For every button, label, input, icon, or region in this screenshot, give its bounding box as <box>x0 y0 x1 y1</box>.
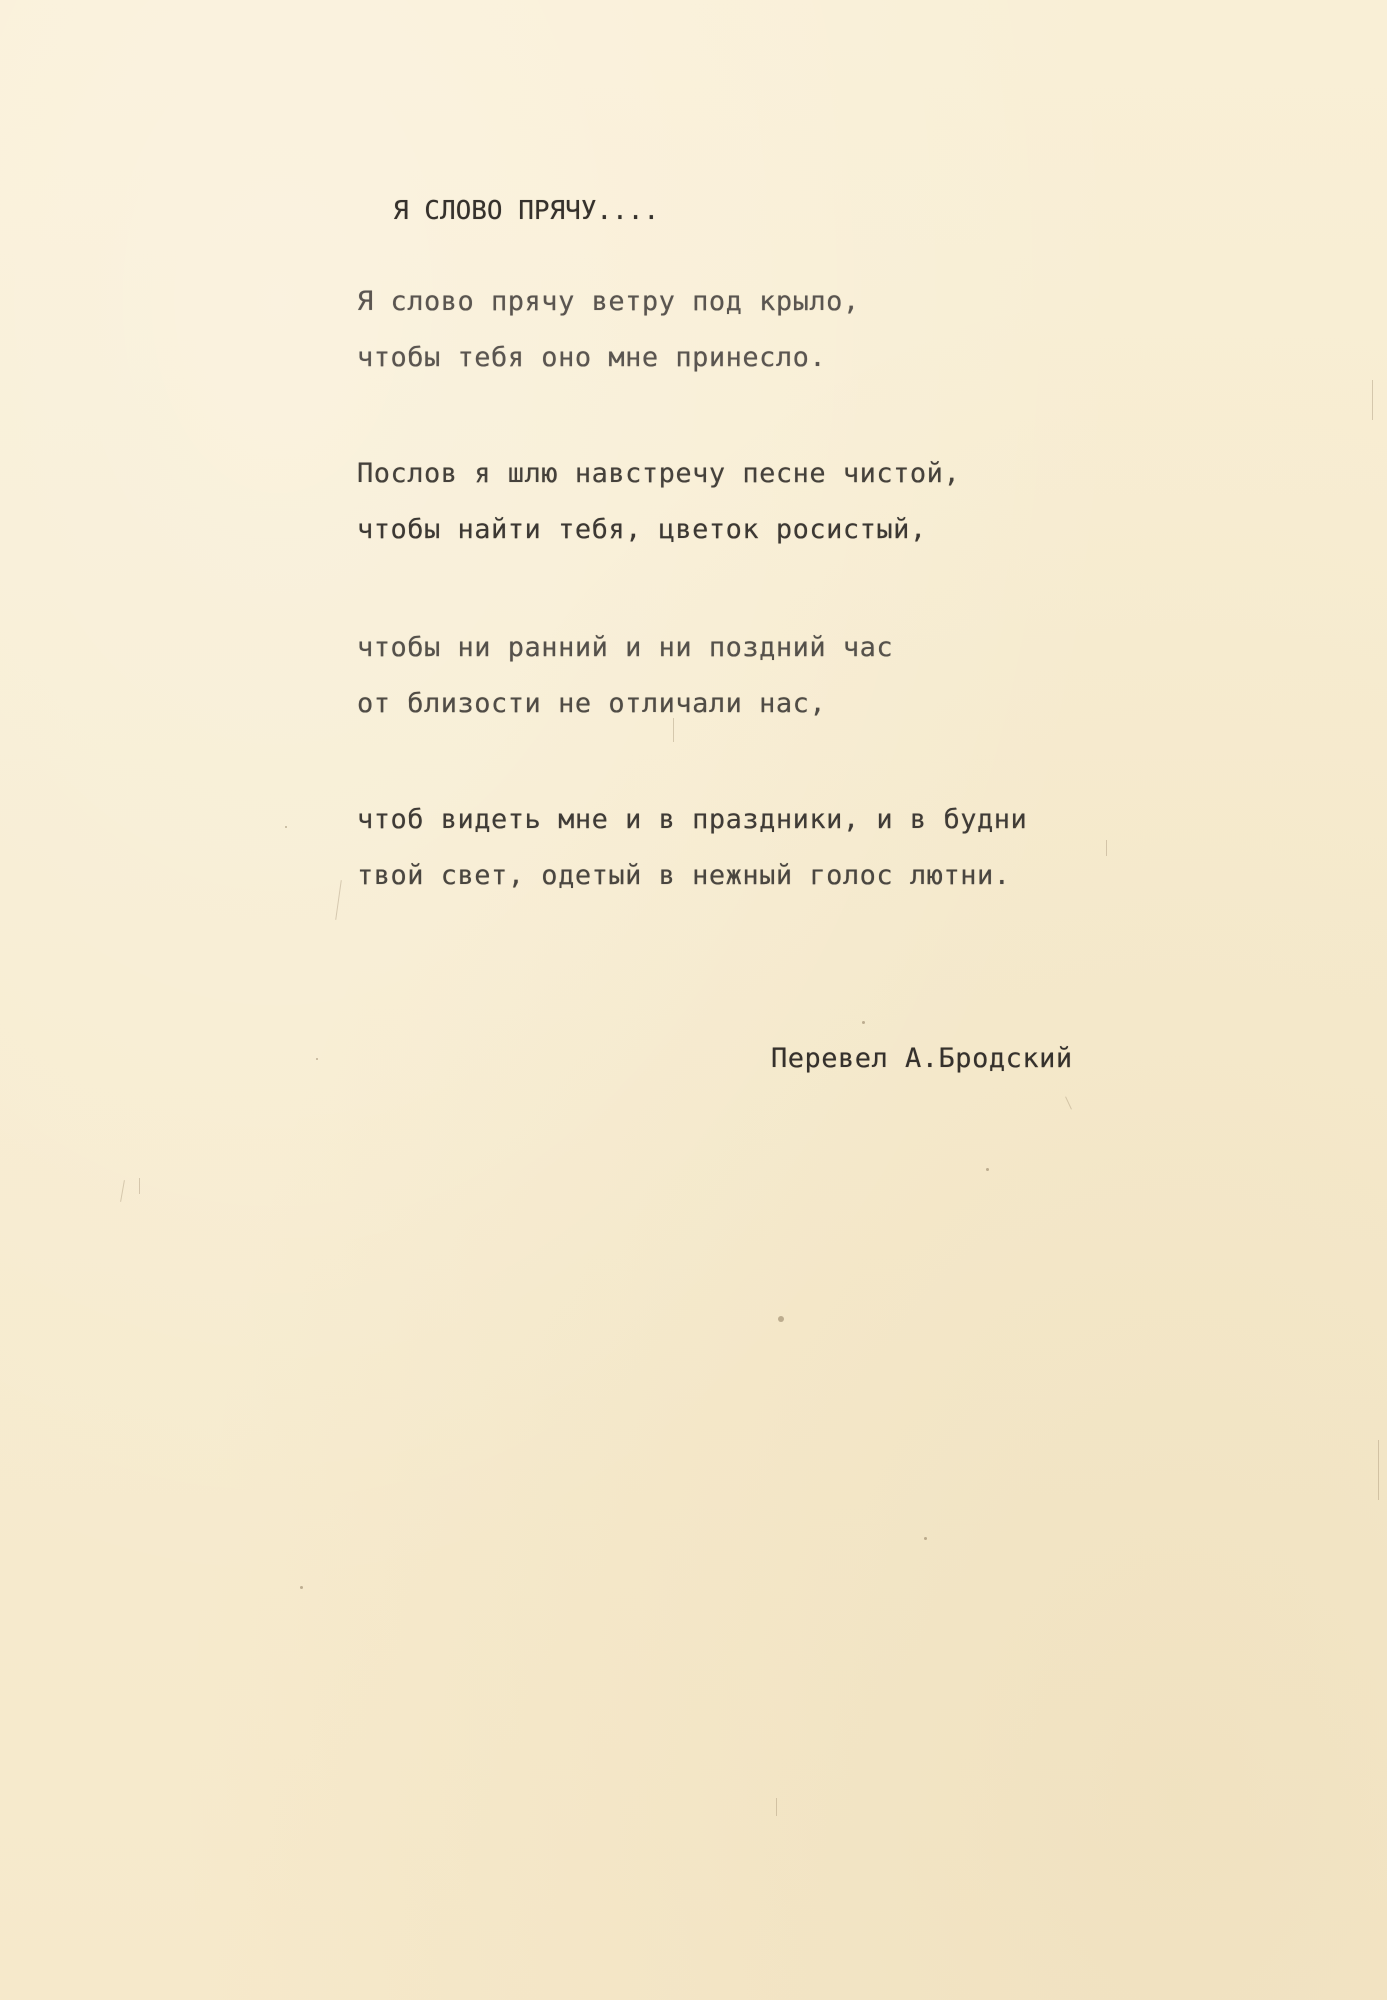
paper-scratch <box>776 1798 777 1816</box>
stanza-4-line-2: твой свет, одетый в нежный голос лютни. <box>357 860 1011 891</box>
stanza-2-line-1: Послов я шлю навстречу песне чистой, <box>357 458 961 489</box>
stanza-1-line-2: чтобы тебя оно мне принесло. <box>357 342 827 373</box>
paper-scratch <box>120 1180 125 1202</box>
paper-scratch <box>1372 380 1373 420</box>
poem-title: Я СЛОВО ПРЯЧУ.... <box>393 196 660 226</box>
paper-speck <box>986 1168 989 1171</box>
paper-scratch <box>139 1178 140 1194</box>
paper-scratch <box>335 880 342 920</box>
paper-speck <box>778 1316 784 1322</box>
paper-speck <box>285 826 287 828</box>
paper-speck <box>300 1586 303 1589</box>
paper-scratch <box>1106 840 1107 856</box>
paper-scratch <box>1065 1096 1072 1109</box>
paper-speck <box>924 1537 927 1540</box>
stanza-4-line-1: чтоб видеть мне и в праздники, и в будни <box>357 804 1028 835</box>
paper-speck <box>1015 825 1017 827</box>
stanza-3-line-1: чтобы ни ранний и ни поздний час <box>357 632 894 663</box>
stanza-2-line-2: чтобы найти тебя, цветок росистый, <box>357 514 927 545</box>
stanza-1-line-1: Я слово прячу ветру под крыло, <box>357 286 860 317</box>
paper-speck <box>862 1021 865 1024</box>
translator-signature: Перевел А.Бродский <box>771 1043 1073 1074</box>
paper-scratch <box>1378 1440 1379 1500</box>
paper-speck <box>316 1058 318 1060</box>
paper-scratch <box>673 718 674 742</box>
stanza-3-line-2: от близости не отличали нас, <box>357 688 827 719</box>
